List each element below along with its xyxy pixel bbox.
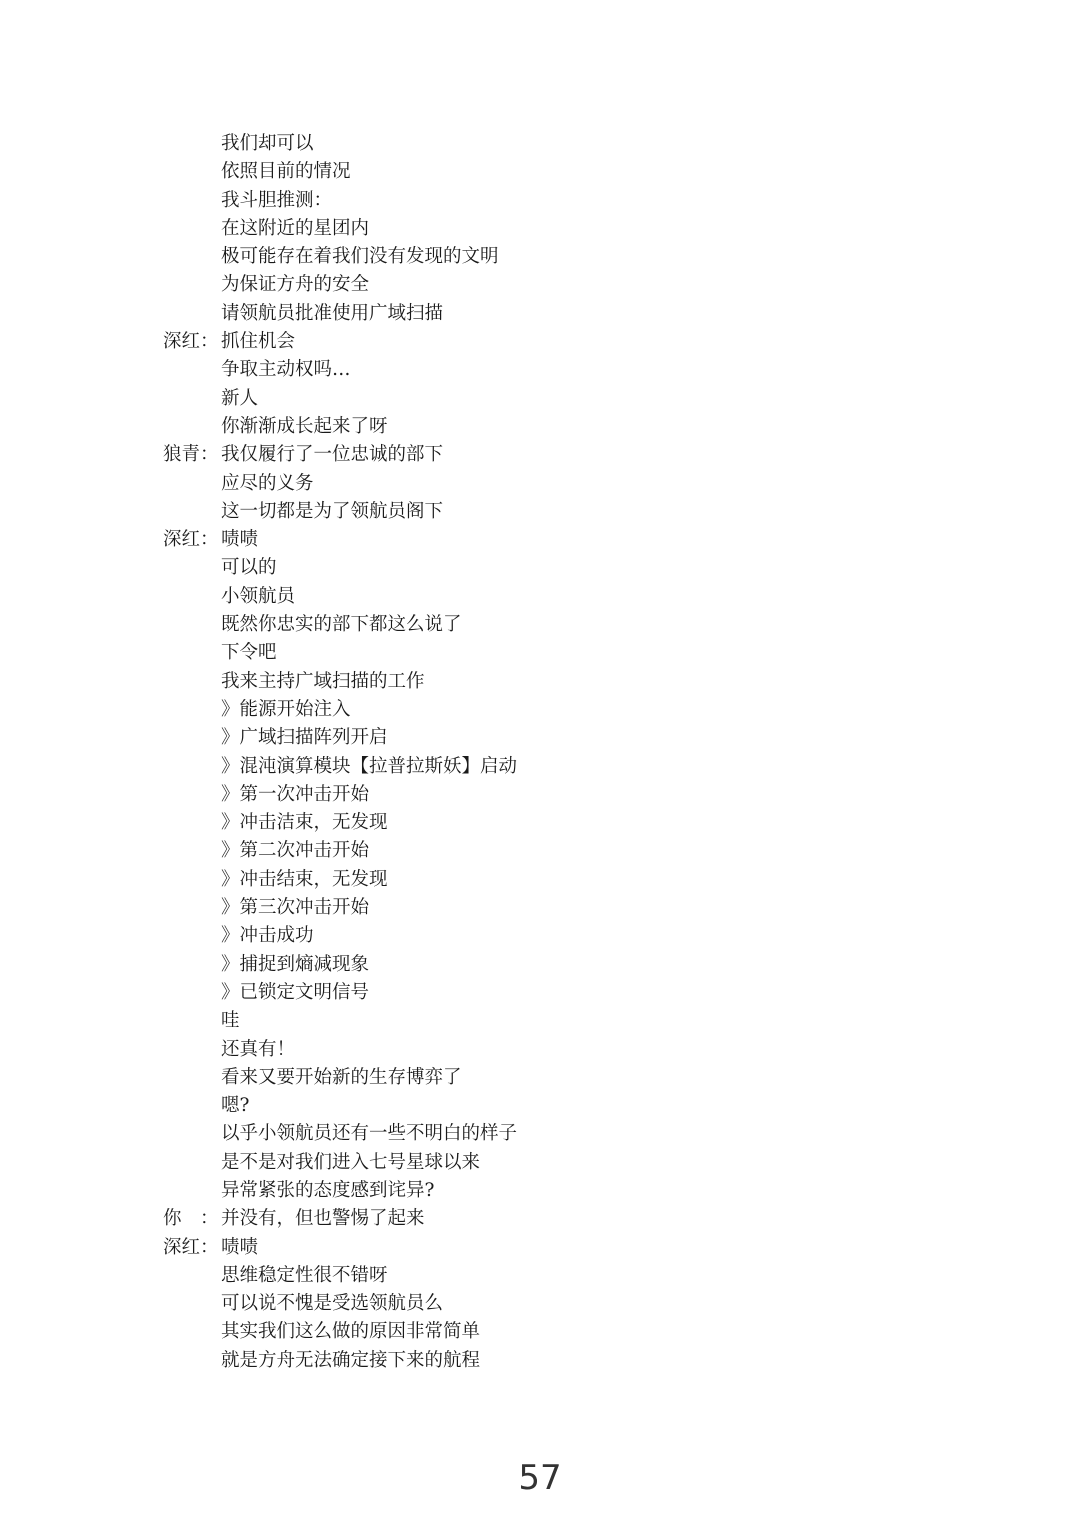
dialogue-line: [163, 922, 963, 950]
dialogue-line: [163, 385, 963, 413]
dialogue-line: [163, 413, 963, 441]
dialogue-text: 》冲击成功: [221, 925, 314, 947]
speaker-label: [163, 837, 221, 865]
dialogue-line: [163, 639, 963, 667]
dialogue-line: [163, 837, 963, 865]
dialogue-text: 看来又要开始新的生存博弈了: [221, 1066, 462, 1088]
dialogue-text: 》冲击洁束，无发现: [221, 812, 388, 834]
dialogue-text: 我仅履行了一位忠诚的部下: [221, 444, 444, 466]
speaker-label: [163, 413, 221, 441]
dialogue-text: 这一切都是为了领航员阁下: [221, 500, 444, 522]
speaker-label: [163, 611, 221, 639]
dialogue-line: [163, 1234, 963, 1262]
dialogue-text: 哇: [221, 1010, 240, 1032]
dialogue-text: 》冲击结束，无发现: [221, 868, 388, 890]
speaker-label: [163, 809, 221, 837]
dialogue-text: 我来主持广域扫描的工作: [221, 670, 425, 692]
speaker-label: [163, 1262, 221, 1290]
dialogue-line: [163, 441, 963, 469]
dialogue-text: 你渐渐成长起来了呀: [221, 415, 388, 437]
speaker-label: [163, 215, 221, 243]
dialogue-line: [163, 753, 963, 781]
speaker-label: [163, 951, 221, 979]
dialogue-line: [163, 1064, 963, 1092]
dialogue-line: [163, 1205, 963, 1233]
dialogue-line: [163, 1347, 963, 1375]
speaker-label: [163, 979, 221, 1007]
dialogue-line: [163, 979, 963, 1007]
dialogue-text: 异常紧张的态度感到诧异?: [221, 1179, 435, 1201]
dialogue-line: [163, 781, 963, 809]
dialogue-text: 其实我们这么做的原因非常简单: [221, 1321, 481, 1343]
speaker-label: 你 ：: [163, 1208, 219, 1230]
dialogue-text: 可以说不愧是受选领航员么: [221, 1293, 444, 1315]
dialogue-text: 小领航员: [221, 585, 296, 607]
dialogue-text: 》能源开始注入: [221, 698, 351, 720]
dialogue-line: [163, 1007, 963, 1035]
speaker-label: [163, 894, 221, 922]
speaker-label: 深红：: [163, 1236, 219, 1258]
speaker-label: [163, 753, 221, 781]
dialogue-line: [163, 1092, 963, 1120]
dialogue-line: [163, 696, 963, 724]
dialogue-text: 我斗胆推测：: [221, 189, 333, 211]
dialogue-text: 啧啧: [221, 529, 259, 551]
dialogue-line: [163, 243, 963, 271]
speaker-label: 狼青：: [163, 444, 219, 466]
dialogue-script: [163, 130, 963, 1375]
dialogue-text: 新人: [221, 387, 259, 409]
dialogue-line: [163, 1318, 963, 1346]
dialogue-text: 并没有，但也警惕了起来: [221, 1208, 425, 1230]
dialogue-line: [163, 1290, 963, 1318]
dialogue-text: 》已锁定文明信号: [221, 981, 370, 1003]
dialogue-line: [163, 215, 963, 243]
dialogue-text: 思维稳定性很不错呀: [221, 1264, 388, 1286]
dialogue-text: 》第三次冲击开始: [221, 897, 370, 919]
speaker-label: [163, 356, 221, 384]
speaker-label: [163, 724, 221, 752]
dialogue-line: [163, 1120, 963, 1148]
dialogue-line: [163, 554, 963, 582]
speaker-label: [163, 498, 221, 526]
dialogue-text: 嗯?: [221, 1095, 250, 1117]
speaker-label: [163, 130, 221, 158]
dialogue-text: 依照目前的情况: [221, 161, 351, 183]
speaker-label: [163, 696, 221, 724]
dialogue-text: 》混沌演算模块【拉普拉斯妖】启动: [221, 755, 518, 777]
dialogue-line: [163, 1262, 963, 1290]
speaker-label: [163, 1092, 221, 1120]
dialogue-text: 为保证方舟的安全: [221, 274, 370, 296]
speaker-label: [163, 583, 221, 611]
dialogue-text: 》广域扫描阵列开启: [221, 727, 388, 749]
dialogue-line: [163, 470, 963, 498]
dialogue-line: [163, 951, 963, 979]
speaker-label: [163, 158, 221, 186]
speaker-label: 深红：: [163, 331, 219, 353]
dialogue-text: 以乎小领航员还有一些不明白的样子: [221, 1123, 518, 1145]
dialogue-line: [163, 300, 963, 328]
speaker-label: [163, 1036, 221, 1064]
speaker-label: [163, 1007, 221, 1035]
dialogue-line: [163, 526, 963, 554]
dialogue-line: [163, 328, 963, 356]
speaker-label: [163, 1149, 221, 1177]
dialogue-line: [163, 866, 963, 894]
dialogue-line: [163, 187, 963, 215]
page-number: 57: [518, 1458, 562, 1498]
speaker-label: [163, 866, 221, 894]
dialogue-line: [163, 356, 963, 384]
dialogue-text: 啧啧: [221, 1236, 259, 1258]
dialogue-line: [163, 271, 963, 299]
speaker-label: [163, 554, 221, 582]
dialogue-text: 争取主动权吗…: [221, 359, 351, 381]
speaker-label: [163, 243, 221, 271]
speaker-label: [163, 1120, 221, 1148]
speaker-label: [163, 1347, 221, 1375]
dialogue-line: [163, 130, 963, 158]
dialogue-text: 可以的: [221, 557, 277, 579]
dialogue-text: 在这附近的星团内: [221, 217, 370, 239]
dialogue-text: 还真有！: [221, 1038, 296, 1060]
dialogue-text: 应尽的义务: [221, 472, 314, 494]
speaker-label: [163, 300, 221, 328]
dialogue-text: 我们却可以: [221, 133, 314, 154]
speaker-label: [163, 1290, 221, 1318]
dialogue-line: [163, 809, 963, 837]
dialogue-line: [163, 498, 963, 526]
dialogue-line: [163, 1149, 963, 1177]
dialogue-line: [163, 1036, 963, 1064]
speaker-label: [163, 922, 221, 950]
dialogue-text: 抓住机会: [221, 331, 296, 353]
dialogue-text: 极可能存在着我们没有发现的文明: [221, 246, 499, 268]
dialogue-line: [163, 583, 963, 611]
dialogue-text: 就是方舟无法确定接下来的航程: [221, 1349, 481, 1371]
dialogue-line: [163, 894, 963, 922]
speaker-label: [163, 639, 221, 667]
dialogue-text: 》第一次冲击开始: [221, 783, 370, 805]
dialogue-text: 》第二次冲击开始: [221, 840, 370, 862]
dialogue-text: 是不是对我们进入七号星球以来: [221, 1151, 481, 1173]
dialogue-line: [163, 668, 963, 696]
speaker-label: [163, 385, 221, 413]
speaker-label: [163, 187, 221, 215]
speaker-label: [163, 781, 221, 809]
speaker-label: [163, 271, 221, 299]
speaker-label: [163, 470, 221, 498]
dialogue-text: 请领航员批准使用广域扫描: [221, 302, 444, 324]
dialogue-text: 既然你忠实的部下都这么说了: [221, 614, 462, 636]
dialogue-line: [163, 158, 963, 186]
dialogue-text: 》捕捉到熵减现象: [221, 953, 370, 975]
dialogue-line: [163, 1177, 963, 1205]
speaker-label: [163, 668, 221, 696]
dialogue-line: [163, 724, 963, 752]
speaker-label: [163, 1064, 221, 1092]
speaker-label: [163, 1318, 221, 1346]
speaker-label: [163, 1177, 221, 1205]
dialogue-line: [163, 611, 963, 639]
speaker-label: 深红：: [163, 529, 219, 551]
dialogue-text: 下令吧: [221, 642, 277, 664]
